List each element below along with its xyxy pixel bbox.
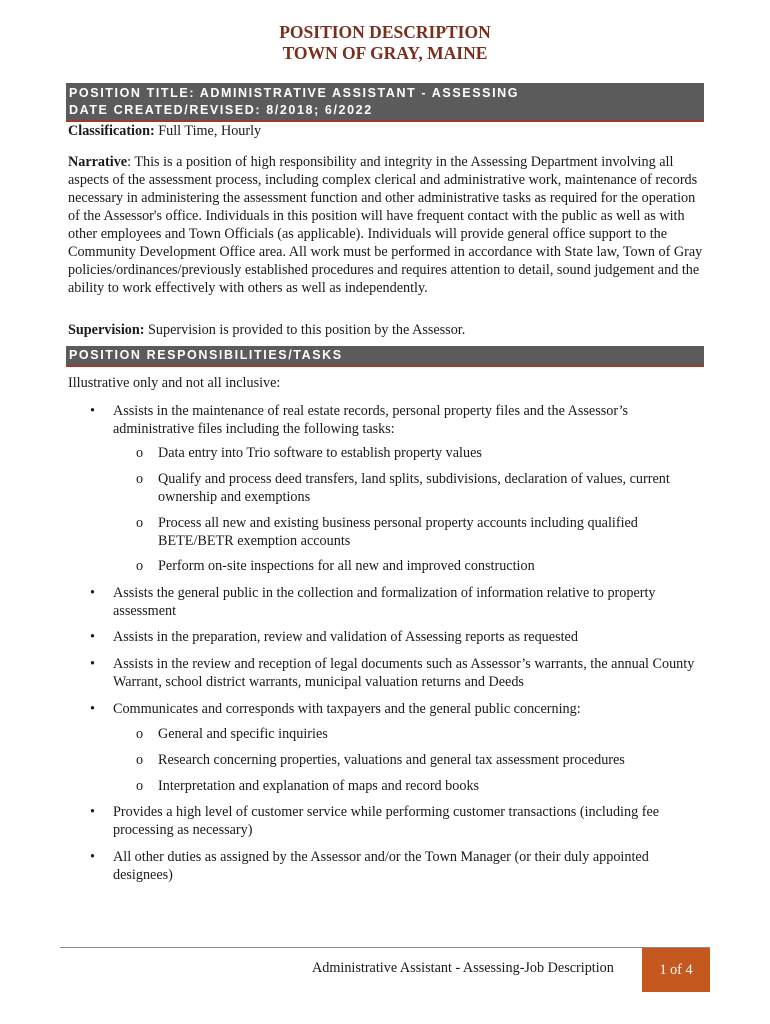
list-item-text: Assists in the review and reception of legal documents such as Assessor’s warrants, the annual County Warrant, school district warrants, municipal valuation returns and Deeds (113, 656, 695, 690)
bullet-icon: • (90, 585, 95, 601)
sub-bullet-icon: o (136, 752, 144, 768)
footer-text: Administrative Assistant - Assessing-Job Description (312, 960, 614, 976)
document-subtitle: TOWN OF GRAY, MAINE (282, 43, 488, 63)
bullet-icon: • (90, 804, 95, 820)
supervision-text: Supervision is provided to this position by the Assessor. (144, 322, 466, 338)
supervision (68, 321, 704, 339)
sub-bullet-icon: o (136, 515, 144, 531)
sub-list-item-text: Interpretation and explanation of maps and record books (158, 778, 480, 794)
classification (68, 122, 704, 140)
sub-list-item-text: General and specific inquiries (158, 726, 328, 742)
bullet-icon: • (90, 403, 95, 419)
footer-divider (60, 947, 710, 948)
list-item-text: Communicates and corresponds with taxpayers and the general public concerning: (113, 701, 581, 717)
position-title: POSITION TITLE: ADMINISTRATIVE ASSISTANT - ASSESSING (69, 86, 520, 100)
bullet-icon: • (90, 849, 95, 865)
sub-bullet-icon: o (136, 726, 144, 742)
page-number: 1 of 4 (642, 948, 710, 992)
sub-bullet-icon: o (136, 445, 144, 461)
classification-value: Full Time, Hourly (154, 123, 262, 139)
list-item-text: Provides a high level of customer service while performing customer transactions (including fee processing as necessary) (113, 804, 660, 838)
narrative-label: Narrative (68, 154, 128, 170)
sub-bullet-icon: o (136, 471, 144, 487)
classification-label: Classification: (68, 123, 155, 139)
date-revised: DATE CREATED/REVISED: 8/2018; 6/2022 (69, 103, 373, 117)
sub-list-item-text: Research concerning properties, valuations and general tax assessment procedures (158, 752, 625, 768)
bullet-icon: • (90, 701, 95, 717)
narrative-text: : This is a position of high responsibility and integrity in the Assessing Department involving all aspects of the assessment process, including complex clerical and administrative work, maintenance of records necessary in administering the assessment function and other administrative tasks as required for the operation of the Assessor's office. Individuals in this position will have frequent contact with the public as well as with other employees and Town Officials (as applicable). Individuals will provide general office support to the Community Development Office area. All work must be performed in accordance with State law, Town of Gray policies/ordinances/previously established procedures and requires attention to detail, sound judgement and the ability to work effectively with others as well as independently. (68, 154, 703, 296)
sub-bullet-icon: o (136, 558, 144, 574)
document-title: POSITION DESCRIPTION (279, 22, 491, 42)
list-item-text: Assists in the preparation, review and validation of Assessing reports as requested (113, 629, 578, 645)
document-header (0, 22, 770, 64)
responsibilities-heading: POSITION RESPONSIBILITIES/TASKS (66, 346, 704, 367)
narrative (68, 153, 704, 297)
sub-list-item-text: Qualify and process deed transfers, land splits, subdivisions, declaration of values, current ownership and exemptions (158, 471, 670, 505)
sub-list-item-text: Data entry into Trio software to establish property values (158, 445, 482, 461)
list-item-text: All other duties as assigned by the Assessor and/or the Town Manager (or their duly appointed designees) (113, 849, 649, 883)
bullet-icon: • (90, 629, 95, 645)
supervision-label: Supervision: (68, 322, 145, 338)
sub-list-item-text: Process all new and existing business personal property accounts including qualified BETE/BETR exemption accounts (158, 515, 638, 549)
sub-bullet-icon: o (136, 778, 144, 794)
list-item-text: Assists the general public in the collection and formalization of information relative to property assessment (113, 585, 656, 619)
list-item-text: Assists in the maintenance of real estate records, personal property files and the Assessor’s administrative files including the following tasks: (113, 403, 629, 437)
responsibilities-intro: Illustrative only and not all inclusive: (68, 375, 281, 391)
sub-list-item-text: Perform on-site inspections for all new and improved construction (158, 558, 535, 574)
position-title-bar (66, 83, 704, 122)
bullet-icon: • (90, 656, 95, 672)
